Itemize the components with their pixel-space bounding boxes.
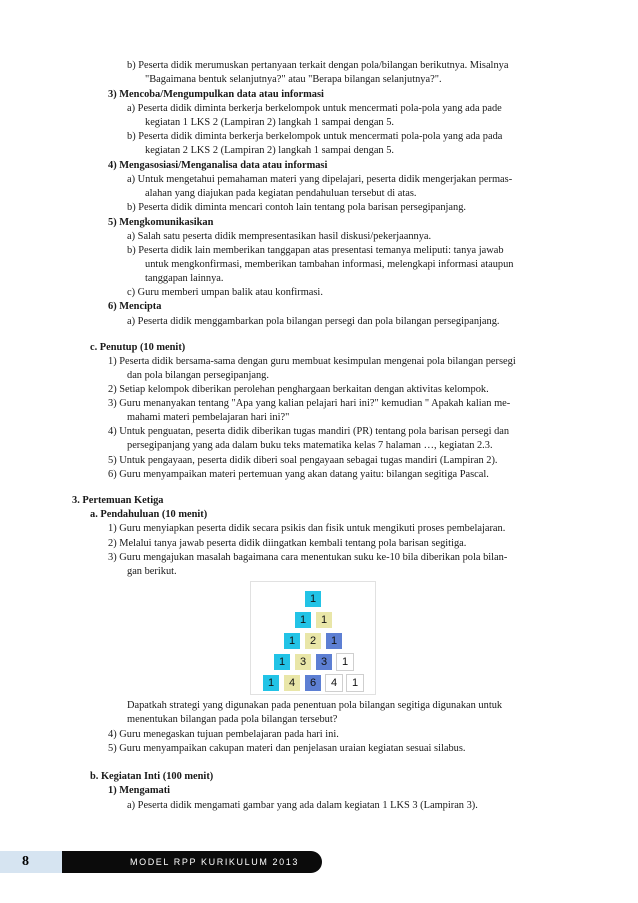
text-line: c) Guru memberi umpan balik atau konfirmasi.: [127, 287, 323, 298]
section-heading: 4) Mengasosiasi/Menganalisa data atau informasi: [108, 160, 328, 171]
triangle-cell: 4: [283, 674, 301, 692]
text-line: a) Untuk mengetahui pemahaman materi yang dipelajari, peserta didik mengerjakan permas-: [127, 174, 513, 185]
text-line: kegiatan 2 LKS 2 (Lampiran 2) langkah 1 sampai dengan 5.: [145, 145, 395, 156]
triangle-cell: 1: [304, 590, 322, 608]
text-line: kegiatan 1 LKS 2 (Lampiran 2) langkah 1 sampai dengan 5.: [145, 117, 395, 128]
text-line: 5) Untuk pengayaan, peserta didik diberi soal pengayaan sebagai tugas mandiri (Lampiran 2).: [108, 455, 498, 466]
triangle-cell: 4: [325, 674, 343, 692]
pascal-triangle-figure: [250, 581, 376, 695]
section-heading: 3) Mencoba/Mengumpulkan data atau informasi: [108, 89, 324, 100]
text-line: 4) Guru menegaskan tujuan pembelajaran pada hari ini.: [108, 729, 339, 740]
text-line: 1) Guru menyiapkan peserta didik secara psikis dan fisik untuk mengikuti proses pembelajaran.: [108, 523, 506, 534]
triangle-cell: 3: [315, 653, 333, 671]
triangle-cell: 1: [336, 653, 354, 671]
text-line: tanggapan lainnya.: [145, 273, 224, 284]
text-line: 5) Guru menyampaikan cakupan materi dan penjelasan uraian kegiatan sesuai silabus.: [108, 743, 466, 754]
text-line: dan pola bilangan persegipanjang.: [127, 370, 269, 381]
triangle-cell: 1: [346, 674, 364, 692]
text-line: b) Peserta didik merumuskan pertanyaan terkait dengan pola/bilangan berikutnya. Misalnya: [127, 60, 509, 71]
text-line: b) Peserta didik lain memberikan tanggapan atas presentasi temanya meliputi: tanya jawab: [127, 245, 504, 256]
text-line: b) Peserta didik diminta mencari contoh lain tentang pola barisan persegipanjang.: [127, 202, 467, 213]
text-line: 2) Melalui tanya jawab peserta didik diingatkan kembali tentang pola barisan segitiga.: [108, 538, 467, 549]
text-line: 1) Peserta didik bersama-sama dengan guru membuat kesimpulan mengenai pola bilangan persegi: [108, 356, 516, 367]
text-line: 6) Guru menyampaikan materi pertemuan yang akan datang yaitu: bilangan segitiga Pascal.: [108, 469, 489, 480]
section-heading: b. Kegiatan Inti (100 menit): [90, 771, 214, 782]
text-line: 3) Guru mengajukan masalah bagaimana cara menentukan suku ke-10 bila diberikan pola bilan-: [108, 552, 508, 563]
triangle-cell: 2: [304, 632, 322, 650]
page-number-box: [0, 851, 62, 873]
text-line: 4) Untuk penguatan, peserta didik diberikan tugas mandiri (PR) tentang pola barisan persegi dan: [108, 426, 510, 437]
text-line: 2) Setiap kelompok diberikan perolehan penghargaan berkaitan dengan aktivitas kelompok.: [108, 384, 489, 395]
text-line: 3) Guru menanyakan tentang "Apa yang kalian pelajari hari ini?" kemudian " Apakah kalian me-: [108, 398, 511, 409]
text-line: menentukan bilangan pada pola bilangan tersebut?: [127, 714, 338, 725]
text-line: mahami materi pembelajaran hari ini?": [127, 412, 290, 423]
section-heading: a. Pendahuluan (10 menit): [90, 509, 208, 520]
text-line: a) Peserta didik mengamati gambar yang ada dalam kegiatan 1 LKS 3 (Lampiran 3).: [127, 800, 478, 811]
triangle-cell: 1: [273, 653, 291, 671]
triangle-cell: 1: [325, 632, 343, 650]
section-heading: 3. Pertemuan Ketiga: [72, 495, 164, 506]
text-line: gan berikut.: [127, 566, 177, 577]
text-line: b) Peserta didik diminta berkerja berkelompok untuk mencermati pola-pola yang ada pada: [127, 131, 503, 142]
section-heading: 5) Mengkomunikasikan: [108, 217, 214, 228]
triangle-cell: 1: [283, 632, 301, 650]
triangle-cell: 3: [294, 653, 312, 671]
text-line: a) Peserta didik diminta berkerja berkelompok untuk mencermati pola-pola yang ada pade: [127, 103, 502, 114]
text-line: "Bagaimana bentuk selanjutnya?" atau "Berapa bilangan selanjutnya?".: [145, 74, 442, 85]
text-line: alahan yang diajukan pada kegiatan pendahuluan tersebut di atas.: [145, 188, 417, 199]
section-heading: c. Penutup (10 menit): [90, 342, 186, 353]
text-line: a) Salah satu peserta didik mempresentasikan hasil diskusi/pekerjaannya.: [127, 231, 432, 242]
triangle-cell: 1: [315, 611, 333, 629]
triangle-cell: 1: [262, 674, 280, 692]
section-heading: 1) Mengamati: [108, 785, 171, 796]
footer-title: MODEL RPP KURIKULUM 2013: [130, 857, 299, 867]
text-line: Dapatkah strategi yang digunakan pada penentuan pola bilangan segitiga digunakan untuk: [127, 700, 503, 711]
text-line: a) Peserta didik menggambarkan pola bilangan persegi dan pola bilangan persegipanjang.: [127, 316, 500, 327]
text-line: persegipanjang yang ada dalam buku teks matematika kelas 7 halaman …, kegiatan 2.3.: [127, 440, 493, 451]
page-number: 8: [22, 854, 29, 869]
text-line: untuk mengkonfirmasi, memberikan tambahan informasi, melengkapi informasi ataupun: [145, 259, 514, 270]
triangle-cell: 6: [304, 674, 322, 692]
section-heading: 6) Mencipta: [108, 301, 162, 312]
triangle-cell: 1: [294, 611, 312, 629]
